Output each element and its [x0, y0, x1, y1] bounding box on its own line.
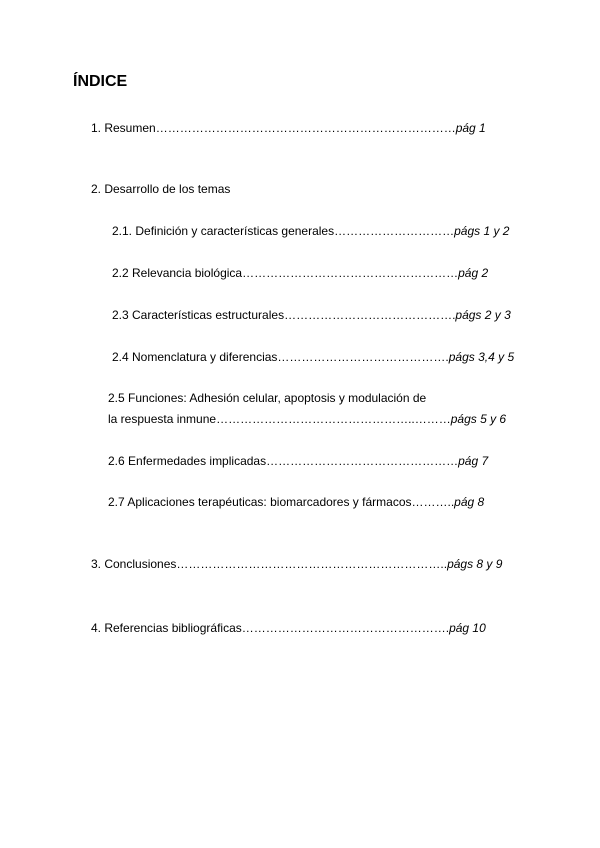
toc-entry-page: págs 8 y 9 — [447, 557, 503, 571]
toc-entry-text: 1. Resumen………………………………………………………………… — [91, 121, 456, 135]
toc-entry-2-4 — [112, 350, 514, 365]
toc-entry-page: págs 2 y 3 — [455, 308, 511, 322]
toc-entry-page: págs 1 y 2 — [454, 224, 510, 238]
toc-entry-text: 2. Desarrollo de los temas — [91, 182, 231, 196]
toc-entry-text: 2.1. Definición y características generales………………………… — [112, 224, 455, 238]
toc-entry-2-5-line2 — [108, 412, 506, 427]
toc-entry-2-7 — [108, 495, 484, 510]
toc-entry-2-2 — [112, 266, 488, 281]
toc-entry-text: 4. Referencias bibliográficas……………………………………………. — [91, 621, 450, 635]
toc-entry-2-5-line1 — [108, 391, 426, 406]
page-title: ÍNDICE — [73, 73, 128, 90]
toc-entry-2-1 — [112, 224, 509, 239]
toc-entry-text: 2.3 Características estructurales……………………………………. — [112, 308, 456, 322]
toc-entry-text: 2.7 Aplicaciones terapéuticas: biomarcadores y fármacos……….. — [108, 495, 455, 509]
toc-entry-resumen — [91, 121, 486, 136]
toc-entry-page: págs 5 y 6 — [450, 412, 507, 426]
toc-entry-text: la respuesta inmune…………………………………………..……… — [108, 412, 451, 426]
toc-entry-page: pág 1 — [455, 121, 486, 135]
toc-entry-text: 2.6 Enfermedades implicadas………………………………………… — [108, 454, 459, 468]
toc-entry-text: 2.5 Funciones: Adhesión celular, apoptosis y modulación de — [108, 391, 427, 405]
toc-entry-page: pág 8 — [454, 495, 485, 509]
toc-entry-conclusiones — [91, 557, 502, 572]
toc-entry-2-6 — [108, 454, 488, 469]
toc-entry-page: pág 10 — [449, 621, 486, 635]
toc-entry-desarrollo — [91, 182, 230, 197]
toc-entry-text: 2.2 Relevancia biológica……………………………………………… — [112, 266, 459, 280]
toc-entry-text: 3. Conclusiones………………………………………………………….. — [91, 557, 448, 571]
toc-entry-page: págs 3,4 y 5 — [448, 350, 515, 364]
toc-entry-page: pág 2 — [458, 266, 489, 280]
toc-entry-2-3 — [112, 308, 511, 323]
toc-entry-page: pág 7 — [458, 454, 489, 468]
toc-entry-text: 2.4 Nomenclatura y diferencias……………………………………. — [112, 350, 449, 364]
toc-entry-referencias — [91, 621, 486, 636]
